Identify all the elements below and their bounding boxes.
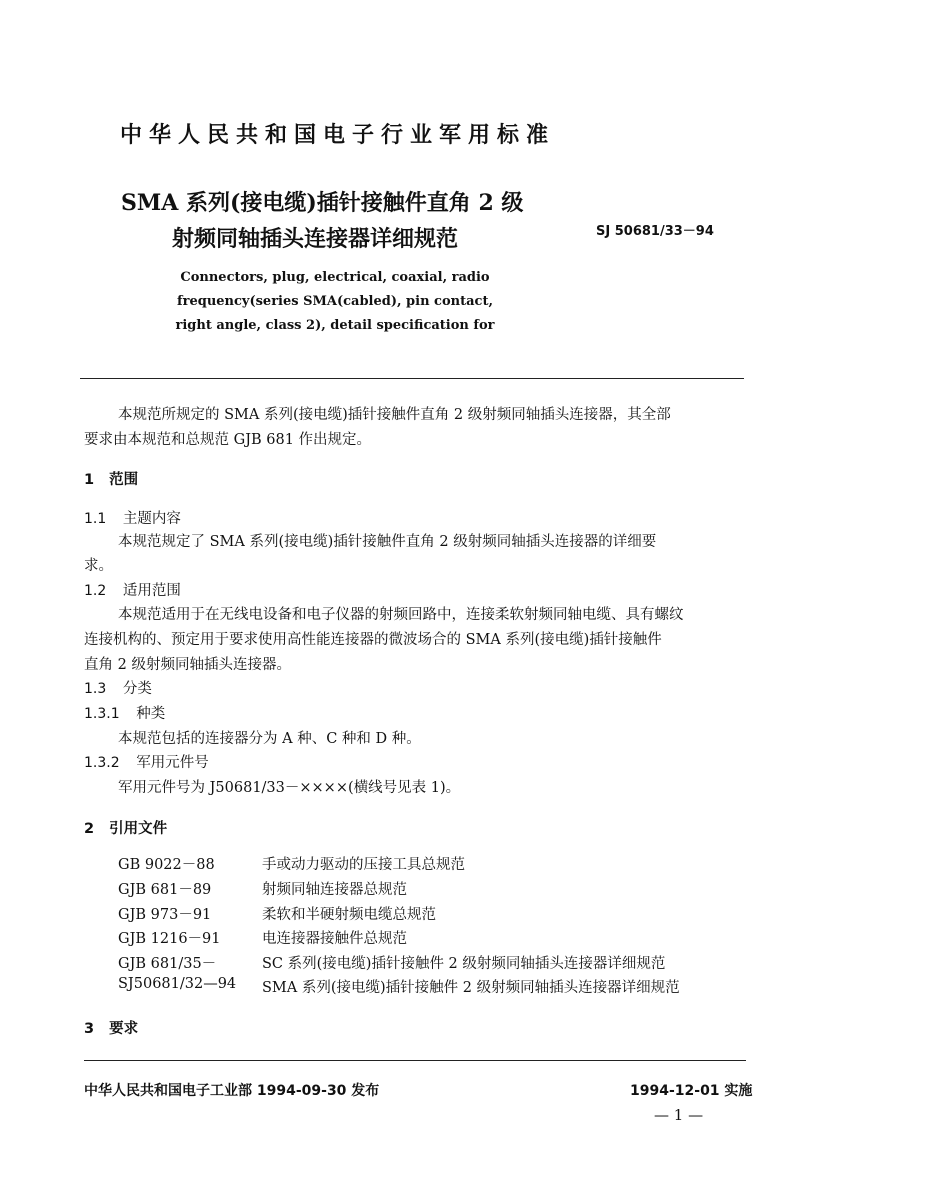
subsection-1-1-text-line2: 求。 <box>84 558 113 574</box>
subsection-title: 主题内容 <box>122 511 181 527</box>
effective-date: 1994-12-01 实施 <box>630 1083 753 1099</box>
reference-code: SJ50681/32—94 <box>118 976 237 992</box>
header-divider <box>80 378 744 379</box>
subsection-title: 种类 <box>136 706 166 722</box>
reference-code: GJB 1216－91 <box>118 931 221 947</box>
subsection-1-2-text-line3: 直角 2 级射频同轴插头连接器。 <box>84 657 291 673</box>
section-number: 2 <box>84 821 95 837</box>
subsection-title: 适用范围 <box>122 583 181 599</box>
section-title: 范围 <box>109 472 139 488</box>
intro-line2: 要求由本规范和总规范 GJB 681 作出规定。 <box>84 432 372 448</box>
section-number: 3 <box>84 1021 95 1037</box>
subsection-number: 1.2 <box>84 583 107 599</box>
document-number: SJ 50681/33－94 <box>596 224 714 239</box>
reference-title: 射频同轴连接器总规范 <box>262 882 407 898</box>
section-title: 要求 <box>109 1021 139 1037</box>
issue-statement: 中华人民共和国电子工业部 1994-09-30 发布 <box>84 1083 380 1099</box>
footer-divider <box>84 1060 746 1061</box>
subsection-number: 1.3.2 <box>84 755 120 771</box>
subsection-title: 军用元件号 <box>136 755 209 771</box>
subsection-number: 1.3.1 <box>84 706 120 722</box>
section-number: 1 <box>84 472 95 488</box>
section-3-heading <box>84 1017 138 1038</box>
subsection-1-2-text-line2: 连接机构的、预定用于要求使用高性能连接器的微波场合的 SMA 系列(接电缆)插针接触件 <box>84 632 662 648</box>
subsection-1-2-text-line1: 本规范适用于在无线电设备和电子仪器的射频回路中，连接柔软射频同轴电缆、具有螺纹 <box>118 607 684 623</box>
english-title-line2: frequency(series SMA(cabled), pin contact, <box>177 294 493 309</box>
reference-title: SMA 系列(接电缆)插针接触件 2 级射频同轴插头连接器详细规范 <box>262 980 680 996</box>
reference-code: GB 9022－88 <box>118 857 215 873</box>
subsection-1-3-2-heading <box>84 751 209 772</box>
english-title-line1: Connectors, plug, electrical, coaxial, radio <box>180 270 490 285</box>
subsection-1-3-2-text: 军用元件号为 J50681/33－××××(横线号见表 1)。 <box>118 780 461 796</box>
reference-code: GJB 681－89 <box>118 882 212 898</box>
issuing-standard-header: 中华人民共和国电子行业军用标准 <box>120 123 556 148</box>
document-title-line1: SMA 系列(接电缆)插针接触件直角 2 级 <box>121 190 524 216</box>
subsection-1-3-heading <box>84 677 152 698</box>
subsection-number: 1.1 <box>84 511 107 527</box>
section-2-heading <box>84 817 167 838</box>
reference-title: 柔软和半硬射频电缆总规范 <box>262 907 436 923</box>
section-title: 引用文件 <box>109 821 168 837</box>
page-number: — 1 — <box>654 1106 704 1124</box>
reference-title: SC 系列(接电缆)插针接触件 2 级射频同轴插头连接器详细规范 <box>262 956 666 972</box>
reference-title: 电连接器接触件总规范 <box>262 931 407 947</box>
reference-title: 手或动力驱动的压接工具总规范 <box>262 857 465 873</box>
reference-code: GJB 681/35－ <box>118 956 217 972</box>
document-title-line2: 射频同轴插头连接器详细规范 <box>172 226 459 252</box>
section-1-heading <box>84 468 138 489</box>
english-title-line3: right angle, class 2), detail specification for <box>175 318 495 333</box>
subsection-1-1-text-line1: 本规范规定了 SMA 系列(接电缆)插针接触件直角 2 级射频同轴插头连接器的详细要 <box>118 534 657 550</box>
reference-code: GJB 973－91 <box>118 907 212 923</box>
subsection-number: 1.3 <box>84 681 107 697</box>
subsection-title: 分类 <box>122 681 152 697</box>
intro-line1: 本规范所规定的 SMA 系列(接电缆)插针接触件直角 2 级射频同轴插头连接器，其全部 <box>118 407 671 423</box>
subsection-1-2-heading <box>84 579 181 600</box>
subsection-1-3-1-text: 本规范包括的连接器分为 A 种、C 种和 D 种。 <box>118 731 421 747</box>
subsection-1-1-heading <box>84 507 181 528</box>
subsection-1-3-1-heading <box>84 702 165 723</box>
